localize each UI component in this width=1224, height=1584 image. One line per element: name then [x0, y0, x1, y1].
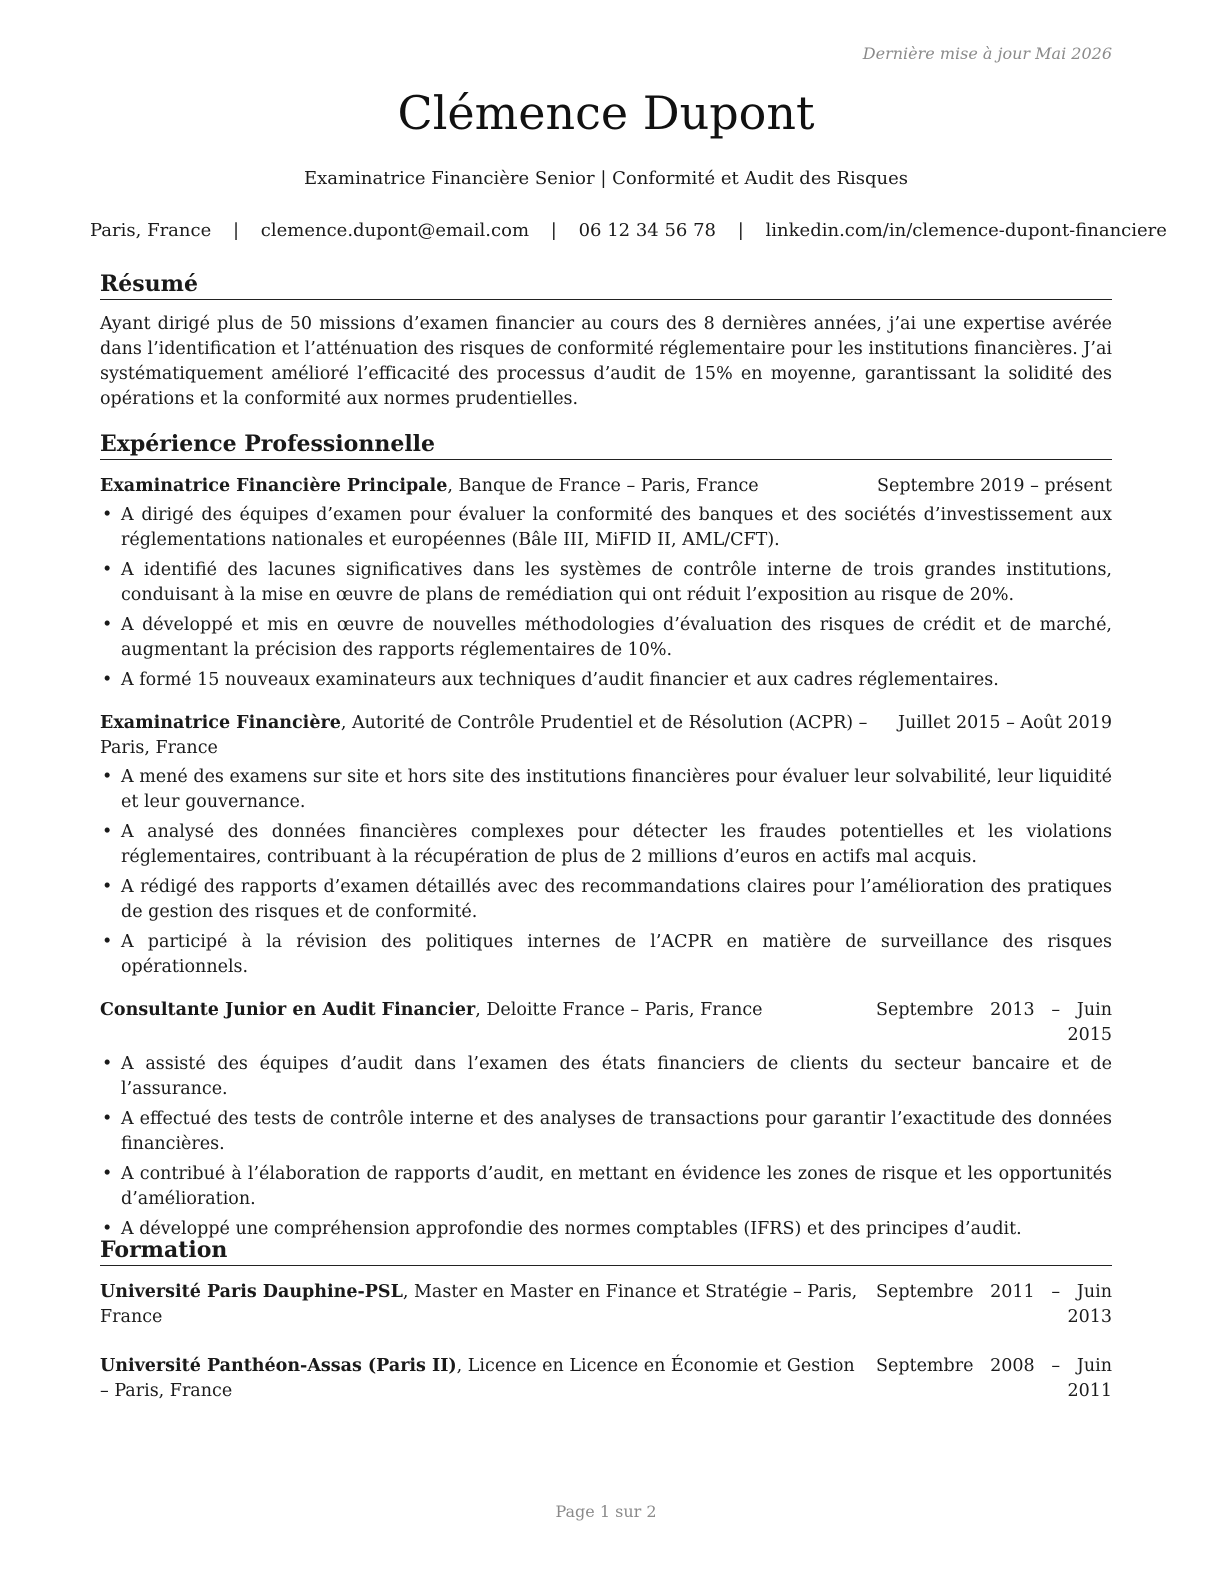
education-title-line — [100, 1354, 858, 1404]
job-title-line — [100, 998, 858, 1023]
list-item: • A effectué des tests de contrôle interne et des analyses de transactions pour garantir l’exactitude des données financières. — [100, 1107, 1112, 1157]
job-header — [100, 711, 1112, 761]
job-org: , Autorité de Contrôle Prudentiel et de Résolution (ACPR) – Paris, France — [100, 713, 868, 758]
education-dates: Septembre 2008 – Juin 2011 — [876, 1356, 1112, 1401]
summary-text: Ayant dirigé plus de 50 missions d’examen financier au cours des 8 dernières années, j’ai une expertise avérée dans l’identification et l’atténuation des risques de conformité réglementaire pour les institutions financières. J’ai systématiquement amélioré l’efficacité des processus d’audit de 15% en moyenne, garantissant la solidité des opérations et la conformité aux normes prudentielles. — [100, 314, 1112, 409]
contact-separator: | — [737, 220, 744, 241]
last-updated: Dernière mise à jour Mai 2026 — [862, 44, 1112, 63]
education-entry — [100, 1280, 1112, 1330]
candidate-name: Clémence Dupont — [397, 86, 815, 140]
job-entry — [100, 998, 1112, 1242]
job-dates: Septembre 2013 – Juin 2015 — [876, 1000, 1112, 1045]
education-school: Université Paris Dauphine-PSL — [100, 1282, 403, 1302]
section-title-summary: Résumé — [100, 270, 1112, 300]
job-title-line — [100, 474, 859, 499]
job-role: Consultante Junior en Audit Financier — [100, 1000, 476, 1020]
education-header — [100, 1280, 1112, 1330]
list-item: • A formé 15 nouveaux examinateurs aux techniques d’audit financier et aux cadres réglementaires. — [100, 668, 1112, 693]
job-dates: Juillet 2015 – Août 2019 — [897, 713, 1112, 733]
list-item: • A développé et mis en œuvre de nouvelles méthodologies d’évaluation des risques de crédit et de marché, augmentant la précision des rapports réglementaires de 10%. — [100, 613, 1112, 663]
job-entry — [100, 474, 1112, 693]
job-header — [100, 998, 1112, 1048]
education-section — [100, 1236, 1112, 1404]
list-item: • A mené des examens sur site et hors site des institutions financières pour évaluer leur solvabilité, leur liquidité et leur gouvernance. — [100, 765, 1112, 815]
job-org: , Deloitte France – Paris, France — [475, 1000, 763, 1020]
job-dates: Septembre 2019 – présent — [877, 476, 1112, 496]
list-item: • A assisté des équipes d’audit dans l’examen des états financiers de clients du secteur bancaire et de l’assurance. — [100, 1052, 1112, 1102]
contact-phone: 06 12 34 56 78 — [578, 220, 716, 241]
job-bullets — [100, 765, 1112, 980]
contact-location: Paris, France — [90, 220, 212, 241]
list-item: • A contribué à l’élaboration de rapports d’audit, en mettant en évidence les zones de risque et les opportunités d’amélioration. — [100, 1162, 1112, 1212]
job-title-line — [100, 711, 880, 761]
education-header — [100, 1354, 1112, 1404]
job-role: Examinatrice Financière — [100, 713, 341, 733]
education-dates: Septembre 2011 – Juin 2013 — [876, 1282, 1112, 1327]
contact-email[interactable]: clemence.dupont@email.com — [260, 220, 530, 241]
section-title-education: Formation — [100, 1236, 1112, 1266]
contact-separator: | — [232, 220, 240, 241]
contact-separator: | — [550, 220, 557, 241]
experience-section — [100, 430, 1112, 1247]
job-bullets — [100, 503, 1112, 693]
education-entry — [100, 1354, 1112, 1404]
job-header — [100, 474, 1112, 499]
education-degree: , Licence en Licence en Économie et Gestion – Paris, France — [100, 1356, 855, 1401]
list-item: • A identifié des lacunes significatives dans les systèmes de contrôle interne de trois grandes institutions, conduisant à la mise en œuvre de plans de remédiation qui ont réduit l’exposition au risque de 20%. — [100, 558, 1112, 608]
list-item: • A rédigé des rapports d’examen détaillés avec des recommandations claires pour l’amélioration des pratiques de gestion des risques et de conformité. — [100, 875, 1112, 925]
list-item: • A analysé des données financières complexes pour détecter les fraudes potentielles et les violations réglementaires, contribuant à la récupération de plus de 2 millions d’euros en actifs mal acquis. — [100, 820, 1112, 870]
headline: Examinatrice Financière Senior | Conformité et Audit des Risques — [304, 168, 908, 189]
section-title-experience: Expérience Professionnelle — [100, 430, 1112, 460]
job-entry — [100, 711, 1112, 980]
list-item: • A participé à la révision des politiques internes de l’ACPR en matière de surveillance des risques opérationnels. — [100, 930, 1112, 980]
page-number: Page 1 sur 2 — [555, 1502, 657, 1521]
education-title-line — [100, 1280, 858, 1330]
summary-section — [100, 270, 1112, 412]
education-school: Université Panthéon-Assas (Paris II) — [100, 1356, 457, 1376]
list-item: • A développé une compréhension approfondie des normes comptables (IFRS) et des principes d’audit. — [100, 1217, 1112, 1242]
job-bullets — [100, 1052, 1112, 1242]
resume-page — [90, 0, 1167, 1584]
list-item: • A dirigé des équipes d’examen pour évaluer la conformité des banques et des sociétés d’investissement aux réglementations nationales et européennes (Bâle III, MiFID II, AML/CFT). — [100, 503, 1112, 553]
education-degree: , Master en Master en Finance et Stratégie – Paris, France — [100, 1282, 858, 1327]
contact-line — [90, 220, 1167, 241]
contact-linkedin[interactable]: linkedin.com/in/clemence-dupont-financiere — [765, 220, 1167, 241]
job-role: Examinatrice Financière Principale — [100, 476, 448, 496]
job-org: , Banque de France – Paris, France — [447, 476, 759, 496]
